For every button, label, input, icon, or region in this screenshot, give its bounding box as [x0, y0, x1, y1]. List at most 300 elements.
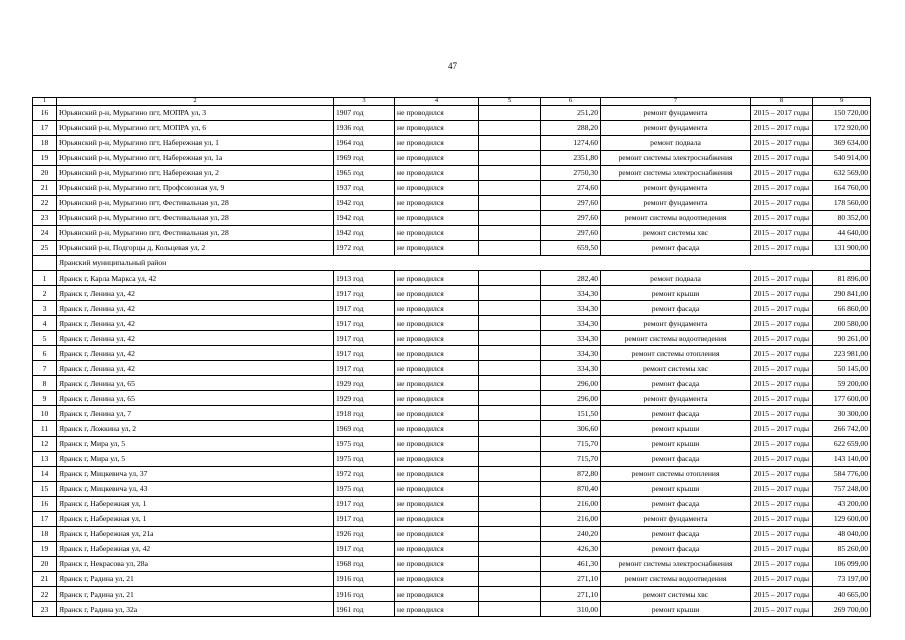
column-number: 5	[479, 98, 541, 106]
row-number: 8	[33, 376, 57, 391]
work-type-cell: ремонт системы водоотведения	[601, 331, 751, 346]
period-cell: 2015 – 2017 годы	[751, 541, 813, 556]
survey-status-cell: не проводился	[395, 496, 479, 511]
section-title: Яранский муниципальный район	[57, 255, 871, 270]
build-year-cell: 1917 год	[334, 301, 395, 316]
table-row	[33, 150, 871, 165]
cost-cell: 106 099,00	[813, 556, 871, 571]
area-cell: 334,30	[541, 331, 601, 346]
area-cell: 334,30	[541, 346, 601, 361]
table-row	[33, 556, 871, 571]
table-row	[33, 376, 871, 391]
column-number-row	[33, 98, 871, 106]
cost-cell: 48 040,00	[813, 526, 871, 541]
table-row	[33, 210, 871, 225]
cost-cell: 143 140,00	[813, 451, 871, 466]
empty-cell	[479, 180, 541, 195]
area-cell: 2351,80	[541, 150, 601, 165]
table-row	[33, 225, 871, 240]
survey-status-cell: не проводился	[395, 150, 479, 165]
period-cell: 2015 – 2017 годы	[751, 556, 813, 571]
cost-cell: 757 248,00	[813, 481, 871, 496]
column-number: 1	[33, 98, 57, 106]
table-row	[33, 165, 871, 180]
area-cell: 872,80	[541, 466, 601, 481]
build-year-cell: 1916 год	[334, 571, 395, 586]
row-number: 16	[33, 105, 57, 120]
work-type-cell: ремонт фундамента	[601, 105, 751, 120]
work-type-cell: ремонт фундамента	[601, 511, 751, 526]
area-cell: 715,70	[541, 436, 601, 451]
build-year-cell: 1975 год	[334, 451, 395, 466]
cost-cell: 80 352,00	[813, 210, 871, 225]
empty-cell	[479, 195, 541, 210]
section-row	[33, 255, 871, 270]
address-cell: Яранск г, Мира ул, 5	[57, 436, 334, 451]
cost-cell: 85 260,00	[813, 541, 871, 556]
row-number: 10	[33, 406, 57, 421]
period-cell: 2015 – 2017 годы	[751, 135, 813, 150]
empty-cell	[479, 210, 541, 225]
work-type-cell: ремонт фундамента	[601, 120, 751, 135]
table-row	[33, 526, 871, 541]
build-year-cell: 1961 год	[334, 602, 395, 617]
row-number: 16	[33, 496, 57, 511]
address-cell: Яранск г, Ленина ул, 42	[57, 346, 334, 361]
column-number: 9	[813, 98, 871, 106]
table-row	[33, 511, 871, 526]
row-number: 21	[33, 571, 57, 586]
empty-cell	[479, 286, 541, 301]
area-cell: 306,60	[541, 421, 601, 436]
period-cell: 2015 – 2017 годы	[751, 120, 813, 135]
empty-cell	[479, 587, 541, 602]
period-cell: 2015 – 2017 годы	[751, 286, 813, 301]
cost-cell: 129 600,00	[813, 511, 871, 526]
period-cell: 2015 – 2017 годы	[751, 271, 813, 286]
address-cell: Яранск г, Радина ул, 21	[57, 587, 334, 602]
survey-status-cell: не проводился	[395, 376, 479, 391]
work-type-cell: ремонт системы электроснабжения	[601, 556, 751, 571]
address-cell: Яранск г, Ленина ул, 65	[57, 376, 334, 391]
survey-status-cell: не проводился	[395, 526, 479, 541]
empty-cell	[479, 331, 541, 346]
row-number: 17	[33, 120, 57, 135]
address-cell: Юрьянский р-н, Мурыгино пгт, Фестивальная ул, 28	[57, 225, 334, 240]
survey-status-cell: не проводился	[395, 195, 479, 210]
address-cell: Яранск г, Карла Маркса ул, 42	[57, 271, 334, 286]
row-number: 21	[33, 180, 57, 195]
cost-cell: 164 760,00	[813, 180, 871, 195]
period-cell: 2015 – 2017 годы	[751, 331, 813, 346]
column-number: 3	[334, 98, 395, 106]
work-type-cell: ремонт системы отопления	[601, 466, 751, 481]
cost-cell: 200 580,00	[813, 316, 871, 331]
survey-status-cell: не проводился	[395, 391, 479, 406]
table-row	[33, 451, 871, 466]
period-cell: 2015 – 2017 годы	[751, 511, 813, 526]
work-type-cell: ремонт фасада	[601, 496, 751, 511]
column-number: 2	[57, 98, 334, 106]
build-year-cell: 1913 год	[334, 271, 395, 286]
row-number: 18	[33, 526, 57, 541]
period-cell: 2015 – 2017 годы	[751, 195, 813, 210]
period-cell: 2015 – 2017 годы	[751, 361, 813, 376]
row-number: 20	[33, 165, 57, 180]
build-year-cell: 1929 год	[334, 376, 395, 391]
survey-status-cell: не проводился	[395, 225, 479, 240]
cost-cell: 50 145,00	[813, 361, 871, 376]
column-number: 4	[395, 98, 479, 106]
table-row	[33, 301, 871, 316]
survey-status-cell: не проводился	[395, 587, 479, 602]
work-type-cell: ремонт фундамента	[601, 195, 751, 210]
address-cell: Яранск г, Ленина ул, 65	[57, 391, 334, 406]
address-cell: Юрьянский р-н, Мурыгино пгт, Набережная ул, 1а	[57, 150, 334, 165]
period-cell: 2015 – 2017 годы	[751, 316, 813, 331]
period-cell: 2015 – 2017 годы	[751, 240, 813, 255]
survey-status-cell: не проводился	[395, 120, 479, 135]
address-cell: Яранск г, Ленина ул, 42	[57, 316, 334, 331]
survey-status-cell: не проводился	[395, 165, 479, 180]
area-cell: 216,00	[541, 496, 601, 511]
area-cell: 288,20	[541, 120, 601, 135]
table-row	[33, 346, 871, 361]
address-cell: Яранск г, Ленина ул, 42	[57, 286, 334, 301]
empty-cell	[479, 361, 541, 376]
period-cell: 2015 – 2017 годы	[751, 421, 813, 436]
area-cell: 334,30	[541, 301, 601, 316]
row-number: 3	[33, 301, 57, 316]
table-row	[33, 571, 871, 586]
cost-cell: 178 560,00	[813, 195, 871, 210]
cost-cell: 73 197,00	[813, 571, 871, 586]
area-cell: 297,60	[541, 225, 601, 240]
repair-registry-table	[32, 97, 871, 617]
cost-cell: 150 720,00	[813, 105, 871, 120]
empty-cell	[479, 436, 541, 451]
row-number: 11	[33, 421, 57, 436]
row-number: 6	[33, 346, 57, 361]
period-cell: 2015 – 2017 годы	[751, 526, 813, 541]
empty-cell	[479, 150, 541, 165]
column-number: 8	[751, 98, 813, 106]
address-cell: Яранск г, Мицкевича ул, 43	[57, 481, 334, 496]
build-year-cell: 1942 год	[334, 195, 395, 210]
address-cell: Яранск г, Набережная ул, 42	[57, 541, 334, 556]
cost-cell: 223 981,00	[813, 346, 871, 361]
build-year-cell: 1917 год	[334, 541, 395, 556]
build-year-cell: 1917 год	[334, 316, 395, 331]
build-year-cell: 1917 год	[334, 331, 395, 346]
period-cell: 2015 – 2017 годы	[751, 105, 813, 120]
area-cell: 240,20	[541, 526, 601, 541]
empty-cell	[479, 466, 541, 481]
work-type-cell: ремонт подвала	[601, 271, 751, 286]
address-cell: Яранск г, Ленина ул, 42	[57, 301, 334, 316]
survey-status-cell: не проводился	[395, 240, 479, 255]
row-number: 22	[33, 195, 57, 210]
survey-status-cell: не проводился	[395, 466, 479, 481]
empty-cell	[479, 496, 541, 511]
cost-cell: 177 600,00	[813, 391, 871, 406]
period-cell: 2015 – 2017 годы	[751, 210, 813, 225]
period-cell: 2015 – 2017 годы	[751, 165, 813, 180]
area-cell: 296,00	[541, 376, 601, 391]
empty-cell	[479, 376, 541, 391]
row-number: 5	[33, 331, 57, 346]
survey-status-cell: не проводился	[395, 541, 479, 556]
address-cell: Юрьянский р-н, Мурыгино пгт, Профсоюзная ул, 9	[57, 180, 334, 195]
cost-cell: 131 900,00	[813, 240, 871, 255]
cost-cell: 44 640,00	[813, 225, 871, 240]
work-type-cell: ремонт системы водоотведения	[601, 571, 751, 586]
empty-cell	[479, 105, 541, 120]
row-number: 17	[33, 511, 57, 526]
empty-cell	[479, 511, 541, 526]
area-cell: 282,40	[541, 271, 601, 286]
work-type-cell: ремонт системы электроснабжения	[601, 150, 751, 165]
empty-cell	[479, 120, 541, 135]
period-cell: 2015 – 2017 годы	[751, 301, 813, 316]
work-type-cell: ремонт фасада	[601, 541, 751, 556]
table-row	[33, 496, 871, 511]
area-cell: 271,10	[541, 571, 601, 586]
period-cell: 2015 – 2017 годы	[751, 436, 813, 451]
address-cell: Яранск г, Набережная ул, 21а	[57, 526, 334, 541]
work-type-cell: ремонт фасада	[601, 451, 751, 466]
survey-status-cell: не проводился	[395, 511, 479, 526]
empty-cell	[479, 406, 541, 421]
area-cell: 461,30	[541, 556, 601, 571]
build-year-cell: 1975 год	[334, 436, 395, 451]
area-cell: 334,30	[541, 286, 601, 301]
empty-cell	[479, 602, 541, 617]
area-cell: 870,40	[541, 481, 601, 496]
build-year-cell: 1942 год	[334, 210, 395, 225]
empty-cell	[479, 481, 541, 496]
table-row	[33, 120, 871, 135]
survey-status-cell: не проводился	[395, 571, 479, 586]
build-year-cell: 1937 год	[334, 180, 395, 195]
address-cell: Яранск г, Набережная ул, 1	[57, 496, 334, 511]
cost-cell: 290 841,00	[813, 286, 871, 301]
row-number: 14	[33, 466, 57, 481]
cost-cell: 81 896,00	[813, 271, 871, 286]
row-number: 9	[33, 391, 57, 406]
row-number: 15	[33, 481, 57, 496]
area-cell: 426,30	[541, 541, 601, 556]
build-year-cell: 1972 год	[334, 466, 395, 481]
empty-cell	[479, 346, 541, 361]
empty-cell	[479, 271, 541, 286]
address-cell: Юрьянский р-н, Мурыгино пгт, МОПРА ул, 6	[57, 120, 334, 135]
empty-cell	[479, 451, 541, 466]
area-cell: 334,30	[541, 316, 601, 331]
area-cell: 151,50	[541, 406, 601, 421]
survey-status-cell: не проводился	[395, 286, 479, 301]
cost-cell: 172 920,00	[813, 120, 871, 135]
build-year-cell: 1907 год	[334, 105, 395, 120]
survey-status-cell: не проводился	[395, 602, 479, 617]
empty-cell	[479, 391, 541, 406]
build-year-cell: 1916 год	[334, 587, 395, 602]
area-cell: 659,50	[541, 240, 601, 255]
table-row	[33, 271, 871, 286]
address-cell: Яранск г, Радина ул, 21	[57, 571, 334, 586]
survey-status-cell: не проводился	[395, 301, 479, 316]
build-year-cell: 1969 год	[334, 421, 395, 436]
column-number: 6	[541, 98, 601, 106]
period-cell: 2015 – 2017 годы	[751, 602, 813, 617]
empty-cell	[33, 255, 57, 270]
survey-status-cell: не проводился	[395, 556, 479, 571]
area-cell: 251,20	[541, 105, 601, 120]
table-row	[33, 466, 871, 481]
address-cell: Яранск г, Мира ул, 5	[57, 451, 334, 466]
row-number: 18	[33, 135, 57, 150]
row-number: 12	[33, 436, 57, 451]
work-type-cell: ремонт фундамента	[601, 316, 751, 331]
address-cell: Юрьянский р-н, Мурыгино пгт, Фестивальная ул, 28	[57, 195, 334, 210]
cost-cell: 540 914,00	[813, 150, 871, 165]
empty-cell	[479, 316, 541, 331]
survey-status-cell: не проводился	[395, 105, 479, 120]
empty-cell	[479, 135, 541, 150]
work-type-cell: ремонт фасада	[601, 240, 751, 255]
period-cell: 2015 – 2017 годы	[751, 225, 813, 240]
work-type-cell: ремонт крыши	[601, 421, 751, 436]
table-body	[33, 98, 871, 617]
cost-cell: 59 200,00	[813, 376, 871, 391]
empty-cell	[479, 301, 541, 316]
work-type-cell: ремонт фасада	[601, 526, 751, 541]
row-number: 20	[33, 556, 57, 571]
address-cell: Яранск г, Набережная ул, 1	[57, 511, 334, 526]
period-cell: 2015 – 2017 годы	[751, 346, 813, 361]
work-type-cell: ремонт системы водоотведения	[601, 210, 751, 225]
work-type-cell: ремонт системы отопления	[601, 346, 751, 361]
address-cell: Юрьянский р-н, Мурыгино пгт, Набережная ул, 1	[57, 135, 334, 150]
empty-cell	[479, 571, 541, 586]
table-row	[33, 331, 871, 346]
cost-cell: 584 776,00	[813, 466, 871, 481]
empty-cell	[479, 526, 541, 541]
table-row	[33, 436, 871, 451]
work-type-cell: ремонт фундамента	[601, 391, 751, 406]
table-row	[33, 286, 871, 301]
build-year-cell: 1942 год	[334, 225, 395, 240]
build-year-cell: 1969 год	[334, 150, 395, 165]
area-cell: 296,00	[541, 391, 601, 406]
area-cell: 334,30	[541, 361, 601, 376]
address-cell: Яранск г, Ленина ул, 42	[57, 331, 334, 346]
row-number: 7	[33, 361, 57, 376]
column-number: 7	[601, 98, 751, 106]
cost-cell: 269 700,00	[813, 602, 871, 617]
work-type-cell: ремонт подвала	[601, 135, 751, 150]
work-type-cell: ремонт системы хвс	[601, 587, 751, 602]
cost-cell: 622 659,00	[813, 436, 871, 451]
build-year-cell: 1917 год	[334, 496, 395, 511]
period-cell: 2015 – 2017 годы	[751, 587, 813, 602]
area-cell: 216,00	[541, 511, 601, 526]
address-cell: Яранск г, Ложкина ул, 2	[57, 421, 334, 436]
row-number: 24	[33, 225, 57, 240]
period-cell: 2015 – 2017 годы	[751, 376, 813, 391]
work-type-cell: ремонт крыши	[601, 481, 751, 496]
survey-status-cell: не проводился	[395, 135, 479, 150]
address-cell: Яранск г, Радина ул, 32а	[57, 602, 334, 617]
survey-status-cell: не проводился	[395, 481, 479, 496]
survey-status-cell: не проводился	[395, 346, 479, 361]
empty-cell	[479, 556, 541, 571]
cost-cell: 30 300,00	[813, 406, 871, 421]
period-cell: 2015 – 2017 годы	[751, 150, 813, 165]
table-row	[33, 180, 871, 195]
address-cell: Юрьянский р-н, Мурыгино пгт, МОПРА ул, 3	[57, 105, 334, 120]
table-row	[33, 587, 871, 602]
empty-cell	[479, 240, 541, 255]
table-row	[33, 421, 871, 436]
period-cell: 2015 – 2017 годы	[751, 466, 813, 481]
row-number: 13	[33, 451, 57, 466]
cost-cell: 369 634,00	[813, 135, 871, 150]
period-cell: 2015 – 2017 годы	[751, 571, 813, 586]
survey-status-cell: не проводился	[395, 210, 479, 225]
survey-status-cell: не проводился	[395, 361, 479, 376]
table-row	[33, 105, 871, 120]
survey-status-cell: не проводился	[395, 451, 479, 466]
build-year-cell: 1917 год	[334, 511, 395, 526]
cost-cell: 66 860,00	[813, 301, 871, 316]
period-cell: 2015 – 2017 годы	[751, 180, 813, 195]
build-year-cell: 1968 год	[334, 556, 395, 571]
work-type-cell: ремонт системы хвс	[601, 361, 751, 376]
survey-status-cell: не проводился	[395, 271, 479, 286]
work-type-cell: ремонт крыши	[601, 436, 751, 451]
address-cell: Яранск г, Некрасова ул, 28а	[57, 556, 334, 571]
table-row	[33, 541, 871, 556]
cost-cell: 40 665,00	[813, 587, 871, 602]
table-row	[33, 316, 871, 331]
build-year-cell: 1917 год	[334, 286, 395, 301]
table-row	[33, 481, 871, 496]
page-number: 47	[448, 61, 457, 71]
build-year-cell: 1964 год	[334, 135, 395, 150]
cost-cell: 90 261,00	[813, 331, 871, 346]
table-row	[33, 361, 871, 376]
empty-cell	[479, 421, 541, 436]
row-number: 4	[33, 316, 57, 331]
address-cell: Юрьянский р-н, Мурыгино пгт, Фестивальная ул, 28	[57, 210, 334, 225]
work-type-cell: ремонт фасада	[601, 376, 751, 391]
address-cell: Юрьянский р-н, Подгорцы д, Кольцевая ул, 2	[57, 240, 334, 255]
area-cell: 297,60	[541, 195, 601, 210]
row-number: 19	[33, 541, 57, 556]
build-year-cell: 1918 год	[334, 406, 395, 421]
row-number: 1	[33, 271, 57, 286]
row-number: 25	[33, 240, 57, 255]
area-cell: 310,00	[541, 602, 601, 617]
build-year-cell: 1926 год	[334, 526, 395, 541]
survey-status-cell: не проводился	[395, 331, 479, 346]
work-type-cell: ремонт системы хвс	[601, 225, 751, 240]
period-cell: 2015 – 2017 годы	[751, 451, 813, 466]
empty-cell	[479, 225, 541, 240]
table-row	[33, 240, 871, 255]
build-year-cell: 1917 год	[334, 346, 395, 361]
